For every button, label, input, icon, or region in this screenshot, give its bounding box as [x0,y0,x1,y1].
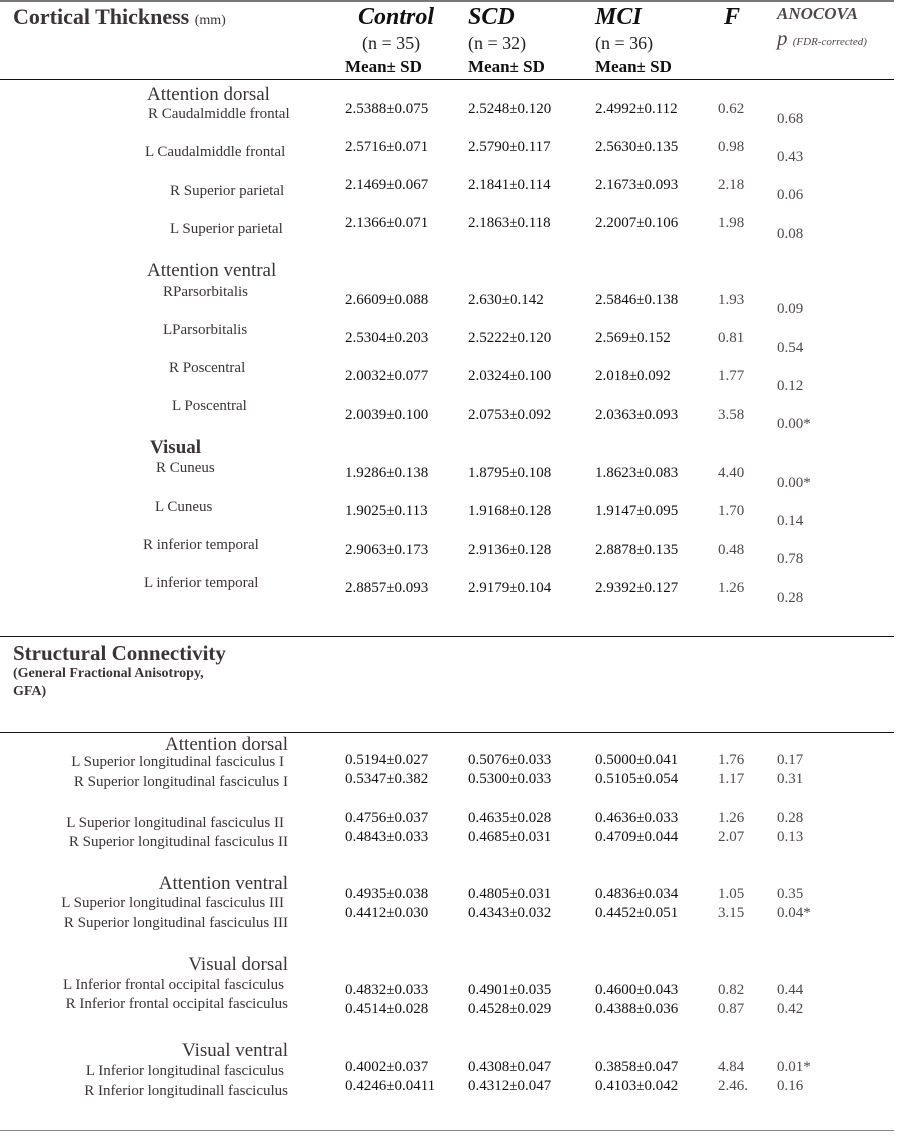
region-label: R Superior longitudinal fasciculus II [68,834,288,850]
region-label: RParsorbitalis [163,284,248,300]
f-value: 4.84 [718,1059,745,1075]
group-stat-mci: Mean± SD [595,57,672,76]
top-border [0,0,894,2]
scd-value: 2.1841±0.114 [468,177,551,193]
scd-value: 2.5790±0.117 [468,139,551,155]
scd-value: 2.5222±0.120 [468,330,552,346]
region-label: L Cuneus [155,499,213,515]
region-label: L Poscentral [172,398,247,414]
scd-value: 0.4312±0.047 [468,1078,552,1094]
f-value: 1.70 [718,503,745,519]
category-attention-ventral: Attention ventral [147,260,277,281]
control-value: 2.9063±0.173 [345,542,429,558]
region-label: L inferior temporal [144,575,259,591]
control-value: 2.8857±0.093 [345,580,429,596]
p-value: 0.14 [777,513,804,529]
f-value: 2.07 [718,829,745,845]
control-value: 0.4832±0.033 [345,982,429,998]
f-value: 0.81 [718,330,745,346]
f-value: 1.17 [718,771,745,787]
p-value: 0.16 [777,1078,804,1094]
group-n-mci: (n = 36) [595,33,654,53]
p-value: 0.28 [777,590,804,606]
control-value: 2.0032±0.077 [345,368,429,384]
p-value: 0.06 [777,187,804,203]
f-value: 0.62 [718,101,745,117]
f-value: 1.76 [718,752,745,768]
scd-value: 2.0324±0.100 [468,368,552,384]
f-value: 1.93 [718,292,745,308]
table-title [13,4,226,30]
f-value: 2.46. [718,1078,748,1094]
scd-value: 2.1863±0.118 [468,215,551,231]
mci-value: 2.1673±0.093 [595,177,679,193]
mci-value: 0.4709±0.044 [595,829,679,845]
category-attention-ventral: Attention ventral [158,873,288,894]
column-header-f: F [724,4,741,30]
category-visual: Visual [150,437,202,458]
mci-value: 2.4992±0.112 [595,101,678,117]
region-label: R Inferior longitudinall fasciculus [84,1083,288,1099]
region-label: R Inferior frontal occipital fasciculus [65,996,288,1012]
title-text: Cortical Thickness [13,4,190,29]
p-value: 0.42 [777,1001,804,1017]
region-label: R Poscentral [169,360,246,376]
control-value: 2.5304±0.203 [345,330,429,346]
p-value: 0.01* [777,1059,811,1075]
region-label: L Superior longitudinal fasciculus II [66,815,284,831]
mci-value: 1.8623±0.083 [595,465,679,481]
region-label: R Caudalmiddle frontal [148,106,290,122]
control-value: 2.5716±0.071 [345,139,429,155]
region-label: L Superior longitudinal fasciculus III [61,895,284,911]
column-header-scd: SCD [468,4,515,30]
scd-value: 0.4805±0.031 [468,886,552,902]
column-header-mci: MCI [595,4,642,30]
p-value: 0.17 [777,752,804,768]
column-header-anocova: ANOCOVA [777,4,858,23]
p-note: (FDR-corrected) [792,36,867,48]
scd-value: 2.9179±0.104 [468,580,552,596]
control-value: 0.4246±0.0411 [345,1078,436,1094]
control-value: 0.4843±0.033 [345,829,429,845]
scd-value: 0.4901±0.035 [468,982,552,998]
group-stat-scd: Mean± SD [468,57,545,76]
control-value: 0.4412±0.030 [345,905,429,921]
bottom-border [0,1130,894,1131]
header-divider [0,79,894,80]
region-label: R Superior longitudinal fasciculus III [63,915,288,931]
region-label: L Inferior frontal occipital fasciculus [62,977,284,993]
mci-value: 2.2007±0.106 [595,215,679,231]
control-value: 0.5347±0.382 [345,771,429,787]
scd-value: 1.9168±0.128 [468,503,552,519]
p-value: 0.43 [777,149,804,165]
mci-value: 0.4600±0.043 [595,982,679,998]
scd-value: 2.0753±0.092 [468,407,552,423]
scd-value: 0.4343±0.032 [468,905,552,921]
scd-value: 0.5076±0.033 [468,752,552,768]
structural-header-divider [0,732,894,733]
scd-value: 0.4635±0.028 [468,810,552,826]
control-value: 0.5194±0.027 [345,752,429,768]
p-value: 0.09 [777,301,804,317]
category-attention-dorsal: Attention dorsal [147,84,270,105]
region-label: R Cuneus [156,460,215,476]
mci-value: 2.5846±0.138 [595,292,679,308]
region-label: L Inferior longitudinal fasciculus [85,1063,284,1079]
structural-subtitle-1: (General Fractional Anisotropy, [13,666,204,681]
region-label: R inferior temporal [143,537,259,553]
mci-value: 2.5630±0.135 [595,139,679,155]
f-value: 1.98 [718,215,745,231]
f-value: 0.87 [718,1001,745,1017]
region-label: L Superior longitudinal fasciculus I [71,754,284,770]
mci-value: 1.9147±0.095 [595,503,679,519]
mci-value: 0.5105±0.054 [595,771,679,787]
control-value: 2.1366±0.071 [345,215,429,231]
scd-value: 0.4685±0.031 [468,829,552,845]
region-label: L Caudalmiddle frontal [145,144,286,160]
column-header-p [777,26,867,51]
mci-value: 0.4836±0.034 [595,886,679,902]
f-value: 2.18 [718,177,745,193]
mci-value: 0.5000±0.041 [595,752,679,768]
title-unit: (mm) [194,13,226,28]
f-value: 3.15 [718,905,745,921]
f-value: 1.77 [718,368,745,384]
region-label: LParsorbitalis [163,322,248,338]
mci-value: 0.4103±0.042 [595,1078,679,1094]
group-name: Control [357,4,435,30]
f-value: 0.98 [718,139,745,155]
control-value: 0.4756±0.037 [345,810,429,826]
p-value: 0.54 [777,340,804,356]
f-value: 1.26 [718,810,745,826]
p-label: p [777,26,788,50]
control-value: 2.6609±0.088 [345,292,429,308]
f-value: 1.05 [718,886,745,902]
control-value: 0.4002±0.037 [345,1059,429,1075]
mci-value: 2.9392±0.127 [595,580,679,596]
scd-value: 0.4308±0.047 [468,1059,552,1075]
f-value: 0.82 [718,982,745,998]
region-label: R Superior parietal [170,183,285,199]
p-value: 0.31 [777,771,804,787]
p-value: 0.00* [777,416,811,432]
p-value: 0.12 [777,378,804,394]
scd-value: 2.630±0.142 [468,292,544,308]
p-value: 0.04* [777,905,811,921]
p-value: 0.13 [777,829,804,845]
f-value: 3.58 [718,407,745,423]
p-value: 0.00* [777,475,811,491]
f-value: 0.48 [718,542,745,558]
mci-value: 2.0363±0.093 [595,407,679,423]
mci-value: 2.018±0.092 [595,368,671,384]
control-value: 2.1469±0.067 [345,177,429,193]
control-value: 1.9286±0.138 [345,465,429,481]
mci-value: 0.4452±0.051 [595,905,679,921]
p-value: 0.44 [777,982,804,998]
group-stat-control: Mean± SD [345,57,422,76]
f-value: 4.40 [718,465,745,481]
mci-value: 0.4636±0.033 [595,810,679,826]
category-visual-ventral: Visual ventral [182,1040,288,1061]
group-n-control: (n = 35) [362,33,421,53]
mci-value: 0.3858±0.047 [595,1059,679,1075]
p-value: 0.08 [777,226,804,242]
group-n-scd: (n = 32) [468,33,527,53]
scd-value: 2.9136±0.128 [468,542,552,558]
structural-subtitle-2: GFA) [13,684,47,699]
control-value: 2.0039±0.100 [345,407,429,423]
mci-value: 2.569±0.152 [595,330,671,346]
p-value: 0.28 [777,810,804,826]
f-value: 1.26 [718,580,745,596]
column-header-control [352,4,440,31]
scd-value: 0.5300±0.033 [468,771,552,787]
p-value: 0.78 [777,551,804,567]
section-divider [0,636,894,637]
scd-value: 2.5248±0.120 [468,101,552,117]
scd-value: 0.4528±0.029 [468,1001,552,1017]
structural-title: Structural Connectivity [13,641,226,665]
p-value: 0.68 [777,111,804,127]
region-label: R Superior longitudinal fasciculus I [73,774,288,790]
mci-value: 2.8878±0.135 [595,542,679,558]
control-value: 2.5388±0.075 [345,101,429,117]
control-value: 0.4514±0.028 [345,1001,429,1017]
mci-value: 0.4388±0.036 [595,1001,679,1017]
category-attention-dorsal: Attention dorsal [165,734,288,755]
category-visual-dorsal: Visual dorsal [188,954,288,975]
control-value: 0.4935±0.038 [345,886,429,902]
p-value: 0.35 [777,886,804,902]
control-value: 1.9025±0.113 [345,503,428,519]
scd-value: 1.8795±0.108 [468,465,552,481]
region-label: L Superior parietal [170,221,283,237]
